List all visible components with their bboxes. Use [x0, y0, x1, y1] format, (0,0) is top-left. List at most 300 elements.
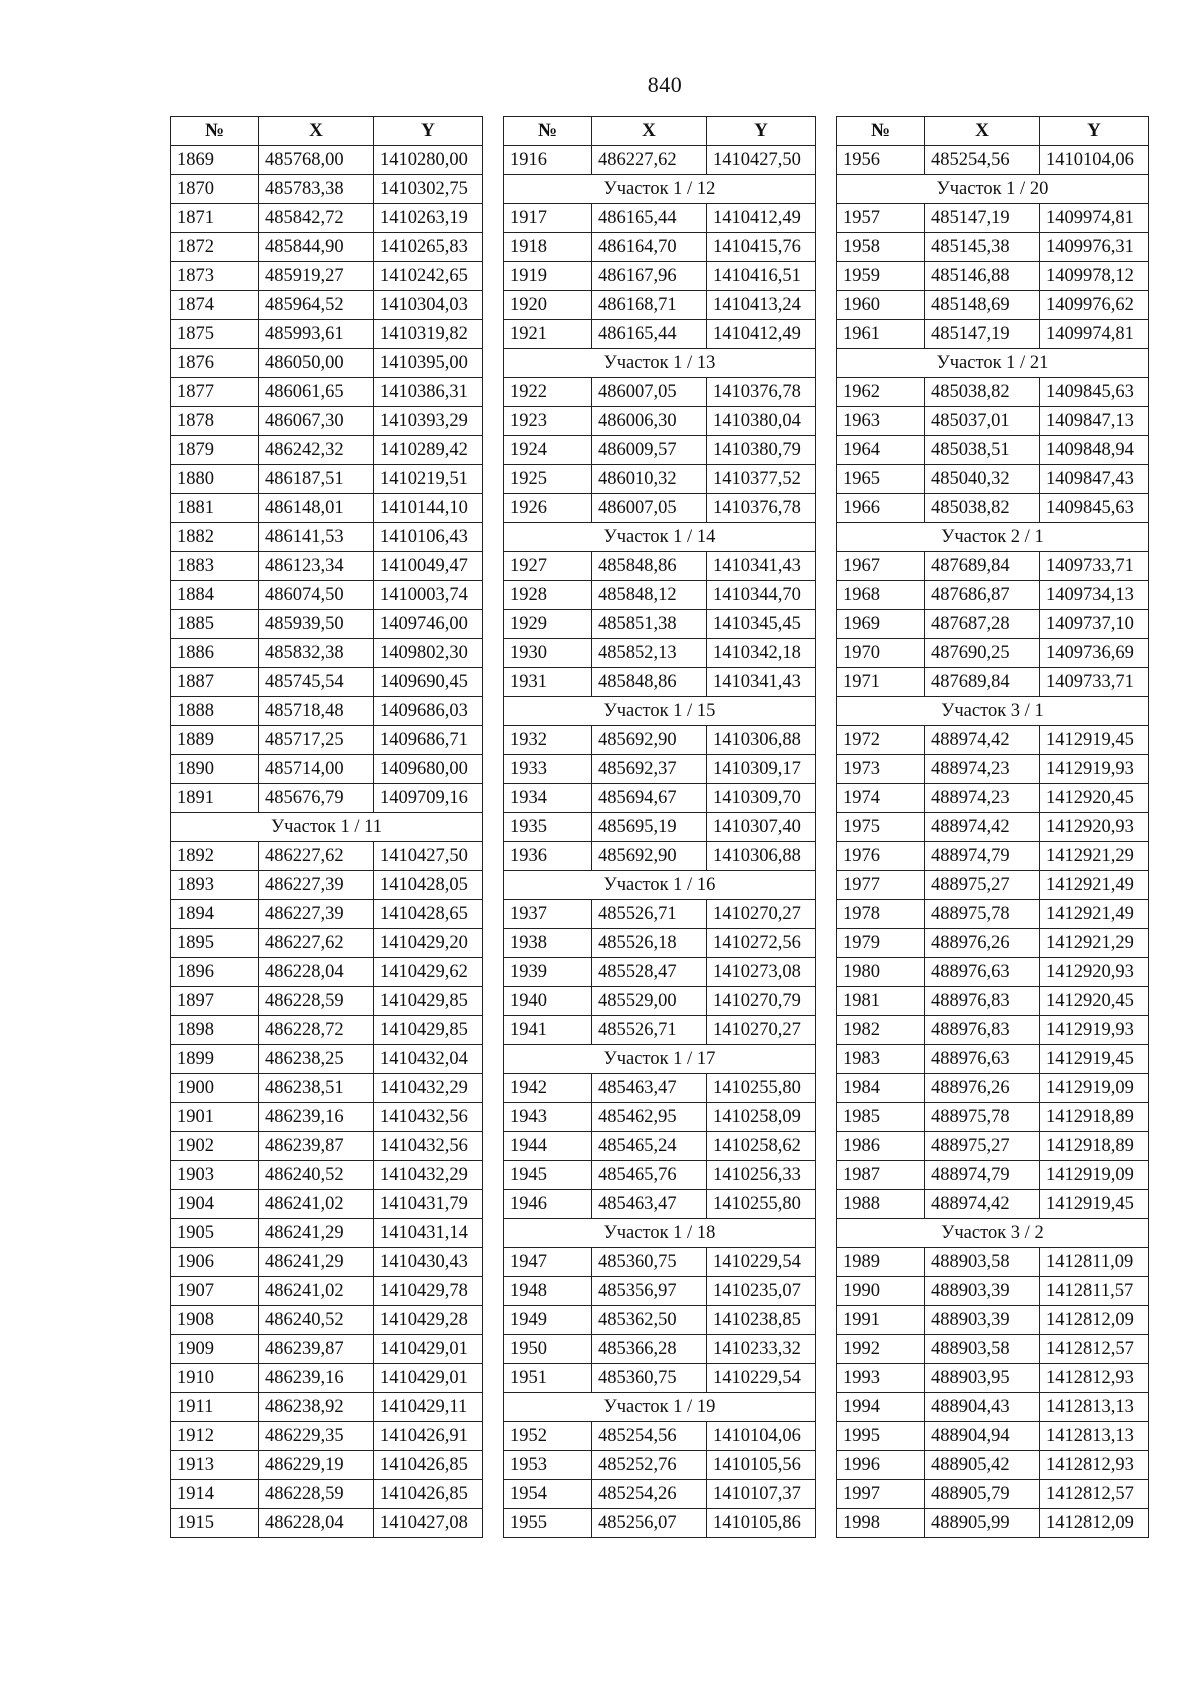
table-row	[171, 871, 483, 900]
table-row	[504, 320, 816, 349]
y-coordinate-cell: 1412920,45	[1040, 987, 1149, 1016]
point-number-cell: 1924	[504, 436, 592, 465]
table-row	[837, 204, 1149, 233]
point-number-cell: 1942	[504, 1074, 592, 1103]
section-row	[504, 349, 816, 378]
point-number-cell: 1890	[171, 755, 259, 784]
x-coordinate-cell: 486164,70	[592, 233, 707, 262]
x-coordinate-cell: 485694,67	[592, 784, 707, 813]
point-number-cell: 1896	[171, 958, 259, 987]
table-row	[171, 1248, 483, 1277]
table-row	[171, 1335, 483, 1364]
point-number-cell: 1879	[171, 436, 259, 465]
y-coordinate-cell: 1410393,29	[374, 407, 483, 436]
header-x: X	[925, 117, 1040, 146]
y-coordinate-cell: 1409690,45	[374, 668, 483, 697]
y-coordinate-cell: 1412920,45	[1040, 784, 1149, 813]
table-row	[504, 262, 816, 291]
section-title: Участок 1 / 17	[504, 1045, 816, 1074]
section-title: Участок 1 / 14	[504, 523, 816, 552]
point-number-cell: 1910	[171, 1364, 259, 1393]
point-number-cell: 1927	[504, 552, 592, 581]
x-coordinate-cell: 485692,90	[592, 842, 707, 871]
y-coordinate-cell: 1410413,24	[707, 291, 816, 320]
table-row	[171, 1451, 483, 1480]
y-coordinate-cell: 1410429,20	[374, 929, 483, 958]
table-row	[171, 668, 483, 697]
x-coordinate-cell: 486165,44	[592, 320, 707, 349]
table-row	[171, 581, 483, 610]
point-number-cell: 1978	[837, 900, 925, 929]
point-number-cell: 1914	[171, 1480, 259, 1509]
table-row	[171, 436, 483, 465]
table-row	[171, 697, 483, 726]
table-row	[504, 552, 816, 581]
x-coordinate-cell: 486241,29	[259, 1219, 374, 1248]
x-coordinate-cell: 485254,26	[592, 1480, 707, 1509]
y-coordinate-cell: 1410429,85	[374, 1016, 483, 1045]
y-coordinate-cell: 1410235,07	[707, 1277, 816, 1306]
table-row	[171, 1393, 483, 1422]
y-coordinate-cell: 1409746,00	[374, 610, 483, 639]
table-row	[837, 1480, 1149, 1509]
y-coordinate-cell: 1410344,70	[707, 581, 816, 610]
table-row	[504, 1335, 816, 1364]
x-coordinate-cell: 488903,39	[925, 1306, 1040, 1335]
y-coordinate-cell: 1410107,37	[707, 1480, 816, 1509]
table-row	[837, 813, 1149, 842]
table-row	[837, 668, 1149, 697]
table-row	[171, 1074, 483, 1103]
point-number-cell: 1937	[504, 900, 592, 929]
section-title: Участок 2 / 1	[837, 523, 1149, 552]
y-coordinate-cell: 1410380,79	[707, 436, 816, 465]
point-number-cell: 1931	[504, 668, 592, 697]
point-number-cell: 1946	[504, 1190, 592, 1219]
point-number-cell: 1957	[837, 204, 925, 233]
y-coordinate-cell: 1410219,51	[374, 465, 483, 494]
y-coordinate-cell: 1409845,63	[1040, 494, 1149, 523]
table-row	[504, 813, 816, 842]
y-coordinate-cell: 1412919,45	[1040, 1045, 1149, 1074]
point-number-cell: 1974	[837, 784, 925, 813]
table-row	[837, 784, 1149, 813]
x-coordinate-cell: 485254,56	[592, 1422, 707, 1451]
x-coordinate-cell: 485852,13	[592, 639, 707, 668]
section-title: Участок 1 / 13	[504, 349, 816, 378]
point-number-cell: 1980	[837, 958, 925, 987]
x-coordinate-cell: 488974,79	[925, 842, 1040, 871]
point-number-cell: 1944	[504, 1132, 592, 1161]
x-coordinate-cell: 486167,96	[592, 262, 707, 291]
y-coordinate-cell: 1412919,93	[1040, 755, 1149, 784]
point-number-cell: 1878	[171, 407, 259, 436]
table-row	[171, 900, 483, 929]
table-row	[504, 1364, 816, 1393]
table-row	[504, 465, 816, 494]
x-coordinate-cell: 485148,69	[925, 291, 1040, 320]
table-row	[837, 1422, 1149, 1451]
y-coordinate-cell: 1410412,49	[707, 204, 816, 233]
table-row	[837, 842, 1149, 871]
x-coordinate-cell: 486238,92	[259, 1393, 374, 1422]
y-coordinate-cell: 1412918,89	[1040, 1103, 1149, 1132]
y-coordinate-cell: 1410255,80	[707, 1190, 816, 1219]
y-coordinate-cell: 1410304,03	[374, 291, 483, 320]
section-row	[171, 813, 483, 842]
point-number-cell: 1926	[504, 494, 592, 523]
point-number-cell: 1955	[504, 1509, 592, 1538]
point-number-cell: 1886	[171, 639, 259, 668]
x-coordinate-cell: 488975,27	[925, 871, 1040, 900]
y-coordinate-cell: 1409974,81	[1040, 204, 1149, 233]
x-coordinate-cell: 485038,82	[925, 494, 1040, 523]
table-row	[504, 610, 816, 639]
x-coordinate-cell: 488904,43	[925, 1393, 1040, 1422]
x-coordinate-cell: 485366,28	[592, 1335, 707, 1364]
y-coordinate-cell: 1409976,31	[1040, 233, 1149, 262]
point-number-cell: 1948	[504, 1277, 592, 1306]
x-coordinate-cell: 485037,01	[925, 407, 1040, 436]
y-coordinate-cell: 1409974,81	[1040, 320, 1149, 349]
table-row	[171, 204, 483, 233]
y-coordinate-cell: 1410105,56	[707, 1451, 816, 1480]
point-number-cell: 1919	[504, 262, 592, 291]
x-coordinate-cell: 486010,32	[592, 465, 707, 494]
y-coordinate-cell: 1412811,57	[1040, 1277, 1149, 1306]
x-coordinate-cell: 486228,72	[259, 1016, 374, 1045]
x-coordinate-cell: 488976,63	[925, 1045, 1040, 1074]
point-number-cell: 1940	[504, 987, 592, 1016]
table-row	[171, 1480, 483, 1509]
table-row	[837, 233, 1149, 262]
table-header-row	[504, 117, 816, 146]
y-coordinate-cell: 1412918,89	[1040, 1132, 1149, 1161]
y-coordinate-cell: 1410376,78	[707, 494, 816, 523]
x-coordinate-cell: 485526,71	[592, 900, 707, 929]
y-coordinate-cell: 1410432,56	[374, 1103, 483, 1132]
table-row	[504, 987, 816, 1016]
point-number-cell: 1881	[171, 494, 259, 523]
x-coordinate-cell: 486148,01	[259, 494, 374, 523]
point-number-cell: 1889	[171, 726, 259, 755]
x-coordinate-cell: 486242,32	[259, 436, 374, 465]
point-number-cell: 1996	[837, 1451, 925, 1480]
header-x: X	[592, 117, 707, 146]
point-number-cell: 1967	[837, 552, 925, 581]
y-coordinate-cell: 1410426,85	[374, 1480, 483, 1509]
table-row	[837, 494, 1149, 523]
header-number: №	[837, 117, 925, 146]
y-coordinate-cell: 1409733,71	[1040, 552, 1149, 581]
table-row	[837, 900, 1149, 929]
point-number-cell: 1874	[171, 291, 259, 320]
point-number-cell: 1933	[504, 755, 592, 784]
x-coordinate-cell: 485692,90	[592, 726, 707, 755]
table-row	[837, 1306, 1149, 1335]
table-row	[504, 1509, 816, 1538]
table-row	[504, 668, 816, 697]
section-title: Участок 3 / 2	[837, 1219, 1149, 1248]
y-coordinate-cell: 1410263,19	[374, 204, 483, 233]
x-coordinate-cell: 488905,79	[925, 1480, 1040, 1509]
y-coordinate-cell: 1412812,57	[1040, 1480, 1149, 1509]
table-row	[171, 523, 483, 552]
table-row	[837, 958, 1149, 987]
table-row	[504, 900, 816, 929]
header-number: №	[171, 117, 259, 146]
y-coordinate-cell: 1410265,83	[374, 233, 483, 262]
y-coordinate-cell: 1410380,04	[707, 407, 816, 436]
point-number-cell: 1962	[837, 378, 925, 407]
x-coordinate-cell: 488905,99	[925, 1509, 1040, 1538]
table-row	[837, 755, 1149, 784]
x-coordinate-cell: 488974,42	[925, 813, 1040, 842]
point-number-cell: 1893	[171, 871, 259, 900]
table-row	[837, 552, 1149, 581]
table-row	[171, 987, 483, 1016]
point-number-cell: 1900	[171, 1074, 259, 1103]
point-number-cell: 1888	[171, 697, 259, 726]
point-number-cell: 1975	[837, 813, 925, 842]
table-row	[171, 262, 483, 291]
y-coordinate-cell: 1410426,91	[374, 1422, 483, 1451]
x-coordinate-cell: 485848,86	[592, 552, 707, 581]
table-row	[171, 1306, 483, 1335]
x-coordinate-cell: 488974,42	[925, 1190, 1040, 1219]
point-number-cell: 1917	[504, 204, 592, 233]
x-coordinate-cell: 485463,47	[592, 1190, 707, 1219]
table-row	[504, 784, 816, 813]
y-coordinate-cell: 1409736,69	[1040, 639, 1149, 668]
table-row	[504, 204, 816, 233]
table-row	[837, 436, 1149, 465]
point-number-cell: 1934	[504, 784, 592, 813]
table-row	[504, 1103, 816, 1132]
x-coordinate-cell: 485844,90	[259, 233, 374, 262]
y-coordinate-cell: 1410289,42	[374, 436, 483, 465]
y-coordinate-cell: 1410229,54	[707, 1364, 816, 1393]
section-title: Участок 1 / 19	[504, 1393, 816, 1422]
table-row	[171, 1161, 483, 1190]
x-coordinate-cell: 486165,44	[592, 204, 707, 233]
x-coordinate-cell: 486123,34	[259, 552, 374, 581]
x-coordinate-cell: 488903,95	[925, 1364, 1040, 1393]
table-row	[171, 1219, 483, 1248]
table-row	[837, 378, 1149, 407]
table-row	[504, 1016, 816, 1045]
table-row	[837, 407, 1149, 436]
x-coordinate-cell: 486241,02	[259, 1190, 374, 1219]
x-coordinate-cell: 486006,30	[592, 407, 707, 436]
table-row	[171, 1509, 483, 1538]
x-coordinate-cell: 486227,39	[259, 871, 374, 900]
point-number-cell: 1969	[837, 610, 925, 639]
x-coordinate-cell: 485147,19	[925, 320, 1040, 349]
x-coordinate-cell: 485783,38	[259, 175, 374, 204]
x-coordinate-cell: 485360,75	[592, 1248, 707, 1277]
point-number-cell: 1884	[171, 581, 259, 610]
point-number-cell: 1992	[837, 1335, 925, 1364]
point-number-cell: 1977	[837, 871, 925, 900]
point-number-cell: 1952	[504, 1422, 592, 1451]
point-number-cell: 1877	[171, 378, 259, 407]
x-coordinate-cell: 486228,04	[259, 1509, 374, 1538]
x-coordinate-cell: 486239,87	[259, 1335, 374, 1364]
y-coordinate-cell: 1410273,08	[707, 958, 816, 987]
y-coordinate-cell: 1410309,70	[707, 784, 816, 813]
table-row	[837, 1277, 1149, 1306]
point-number-cell: 1870	[171, 175, 259, 204]
y-coordinate-cell: 1412812,93	[1040, 1451, 1149, 1480]
y-coordinate-cell: 1409734,13	[1040, 581, 1149, 610]
x-coordinate-cell: 486241,02	[259, 1277, 374, 1306]
point-number-cell: 1925	[504, 465, 592, 494]
y-coordinate-cell: 1410395,00	[374, 349, 483, 378]
table-row	[171, 494, 483, 523]
point-number-cell: 1887	[171, 668, 259, 697]
point-number-cell: 1989	[837, 1248, 925, 1277]
x-coordinate-cell: 488903,39	[925, 1277, 1040, 1306]
point-number-cell: 1950	[504, 1335, 592, 1364]
y-coordinate-cell: 1410429,78	[374, 1277, 483, 1306]
y-coordinate-cell: 1410319,82	[374, 320, 483, 349]
point-number-cell: 1966	[837, 494, 925, 523]
y-coordinate-cell: 1412919,45	[1040, 1190, 1149, 1219]
y-coordinate-cell: 1412921,49	[1040, 871, 1149, 900]
point-number-cell: 1921	[504, 320, 592, 349]
point-number-cell: 1968	[837, 581, 925, 610]
x-coordinate-cell: 485676,79	[259, 784, 374, 813]
x-coordinate-cell: 486239,16	[259, 1364, 374, 1393]
point-number-cell: 1905	[171, 1219, 259, 1248]
x-coordinate-cell: 485252,76	[592, 1451, 707, 1480]
table-row	[837, 320, 1149, 349]
table-row	[504, 1277, 816, 1306]
header-y: Y	[1040, 117, 1149, 146]
section-row	[504, 175, 816, 204]
table-row	[837, 639, 1149, 668]
point-number-cell: 1947	[504, 1248, 592, 1277]
table-row	[837, 1132, 1149, 1161]
x-coordinate-cell: 486229,35	[259, 1422, 374, 1451]
y-coordinate-cell: 1410427,50	[707, 146, 816, 175]
point-number-cell: 1963	[837, 407, 925, 436]
table-row	[171, 1103, 483, 1132]
y-coordinate-cell: 1412813,13	[1040, 1422, 1149, 1451]
table-row	[837, 1509, 1149, 1538]
y-coordinate-cell: 1410416,51	[707, 262, 816, 291]
y-coordinate-cell: 1410242,65	[374, 262, 483, 291]
x-coordinate-cell: 488974,23	[925, 784, 1040, 813]
table-row	[171, 552, 483, 581]
table-row	[504, 291, 816, 320]
x-coordinate-cell: 485038,82	[925, 378, 1040, 407]
y-coordinate-cell: 1410049,47	[374, 552, 483, 581]
table-row	[171, 784, 483, 813]
table-row	[171, 610, 483, 639]
y-coordinate-cell: 1410431,14	[374, 1219, 483, 1248]
x-coordinate-cell: 486007,05	[592, 378, 707, 407]
table-row	[837, 1190, 1149, 1219]
section-title: Участок 1 / 12	[504, 175, 816, 204]
point-number-cell: 1973	[837, 755, 925, 784]
table-row	[504, 755, 816, 784]
point-number-cell: 1961	[837, 320, 925, 349]
point-number-cell: 1936	[504, 842, 592, 871]
point-number-cell: 1981	[837, 987, 925, 1016]
y-coordinate-cell: 1410270,79	[707, 987, 816, 1016]
y-coordinate-cell: 1409733,71	[1040, 668, 1149, 697]
table-row	[837, 1393, 1149, 1422]
y-coordinate-cell: 1410431,79	[374, 1190, 483, 1219]
y-coordinate-cell: 1410429,01	[374, 1364, 483, 1393]
point-number-cell: 1939	[504, 958, 592, 987]
y-coordinate-cell: 1409978,12	[1040, 262, 1149, 291]
x-coordinate-cell: 485939,50	[259, 610, 374, 639]
y-coordinate-cell: 1412921,49	[1040, 900, 1149, 929]
section-row	[837, 1219, 1149, 1248]
x-coordinate-cell: 487689,84	[925, 668, 1040, 697]
y-coordinate-cell: 1409686,71	[374, 726, 483, 755]
y-coordinate-cell: 1410427,08	[374, 1509, 483, 1538]
y-coordinate-cell: 1410341,43	[707, 552, 816, 581]
table-row	[171, 1045, 483, 1074]
point-number-cell: 1990	[837, 1277, 925, 1306]
section-title: Участок 1 / 21	[837, 349, 1149, 378]
y-coordinate-cell: 1412920,93	[1040, 813, 1149, 842]
point-number-cell: 1883	[171, 552, 259, 581]
y-coordinate-cell: 1410412,49	[707, 320, 816, 349]
table-row	[171, 465, 483, 494]
point-number-cell: 1922	[504, 378, 592, 407]
table-row	[837, 146, 1149, 175]
y-coordinate-cell: 1410270,27	[707, 1016, 816, 1045]
point-number-cell: 1997	[837, 1480, 925, 1509]
point-number-cell: 1903	[171, 1161, 259, 1190]
x-coordinate-cell: 485714,00	[259, 755, 374, 784]
point-number-cell: 1892	[171, 842, 259, 871]
point-number-cell: 1964	[837, 436, 925, 465]
table-row	[504, 1422, 816, 1451]
table-row	[504, 581, 816, 610]
section-row	[504, 1045, 816, 1074]
table-row	[171, 755, 483, 784]
x-coordinate-cell: 486238,25	[259, 1045, 374, 1074]
point-number-cell: 1913	[171, 1451, 259, 1480]
point-number-cell: 1965	[837, 465, 925, 494]
x-coordinate-cell: 486228,04	[259, 958, 374, 987]
table-row	[171, 175, 483, 204]
point-number-cell: 1945	[504, 1161, 592, 1190]
y-coordinate-cell: 1410377,52	[707, 465, 816, 494]
table-row	[837, 1451, 1149, 1480]
x-coordinate-cell: 486187,51	[259, 465, 374, 494]
x-coordinate-cell: 488976,83	[925, 1016, 1040, 1045]
point-number-cell: 1918	[504, 233, 592, 262]
table-row	[504, 1074, 816, 1103]
y-coordinate-cell: 1410258,09	[707, 1103, 816, 1132]
x-coordinate-cell: 486229,19	[259, 1451, 374, 1480]
y-coordinate-cell: 1410144,10	[374, 494, 483, 523]
section-row	[837, 349, 1149, 378]
point-number-cell: 1885	[171, 610, 259, 639]
x-coordinate-cell: 486241,29	[259, 1248, 374, 1277]
y-coordinate-cell: 1410309,17	[707, 755, 816, 784]
x-coordinate-cell: 488974,42	[925, 726, 1040, 755]
table-row	[171, 1422, 483, 1451]
y-coordinate-cell: 1410238,85	[707, 1306, 816, 1335]
